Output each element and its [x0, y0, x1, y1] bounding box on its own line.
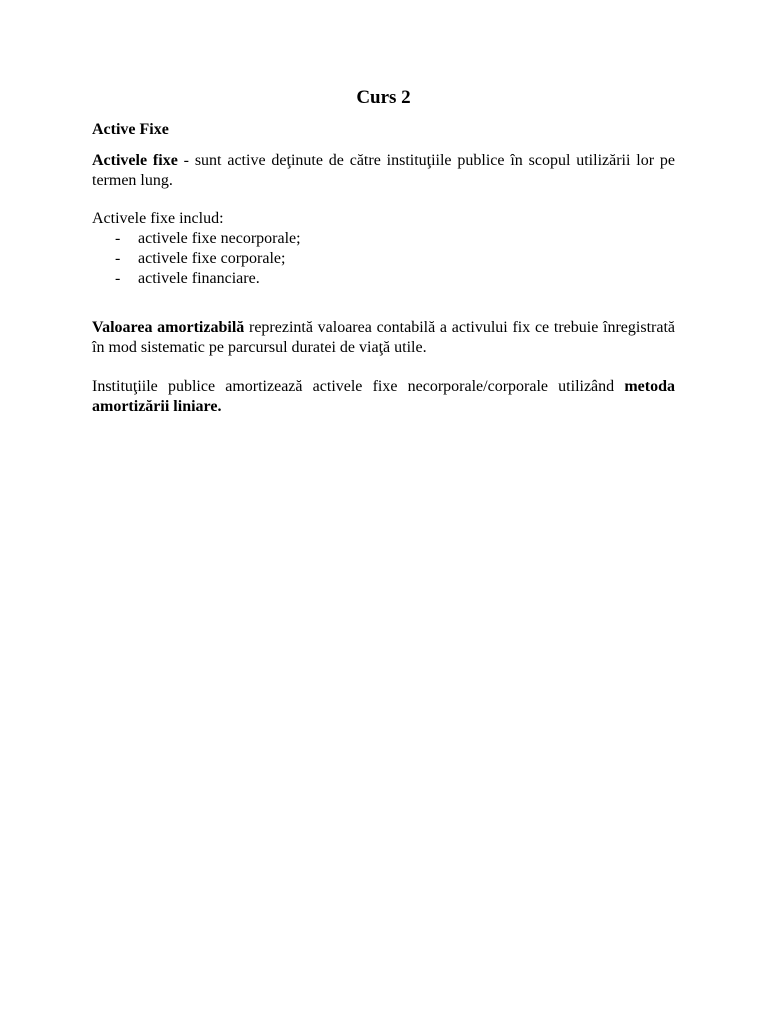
depreciation-text: Instituţiile publice amortizează activele fixe necorporale/corporale utilizând: [92, 378, 625, 395]
depreciation-method: metoda amortizării liniare.: [92, 378, 675, 415]
assets-list: [92, 229, 301, 289]
includes-intro: Activele fixe includ:: [92, 210, 224, 227]
list-item: [92, 269, 301, 289]
definition-paragraph: [92, 151, 675, 191]
amortizable-term: Valoarea amortizabilă: [92, 319, 245, 336]
list-item-text: activele fixe corporale;: [138, 250, 286, 267]
section-heading: Active Fixe: [92, 121, 169, 138]
depreciation-paragraph: [92, 377, 675, 417]
definition-text: - sunt active deţinute de către instituţiile publice în scopul utilizării lor pe termen lung.: [92, 152, 676, 189]
amortizable-paragraph: [92, 318, 675, 358]
definition-term: Activele fixe: [92, 152, 178, 169]
list-item-text: activele financiare.: [138, 270, 260, 287]
list-item: [92, 229, 301, 249]
page-title: Curs 2: [356, 87, 411, 108]
amortizable-text: reprezintă valoarea contabilă a activului fix ce trebuie înregistrată în mod sistematic pe parcursul duratei de viaţă utile.: [92, 319, 675, 356]
list-bullet: -: [115, 270, 121, 287]
list-item-text: activele fixe necorporale;: [138, 230, 301, 247]
list-item: [92, 249, 301, 269]
list-bullet: -: [115, 250, 121, 267]
list-bullet: -: [115, 230, 121, 247]
